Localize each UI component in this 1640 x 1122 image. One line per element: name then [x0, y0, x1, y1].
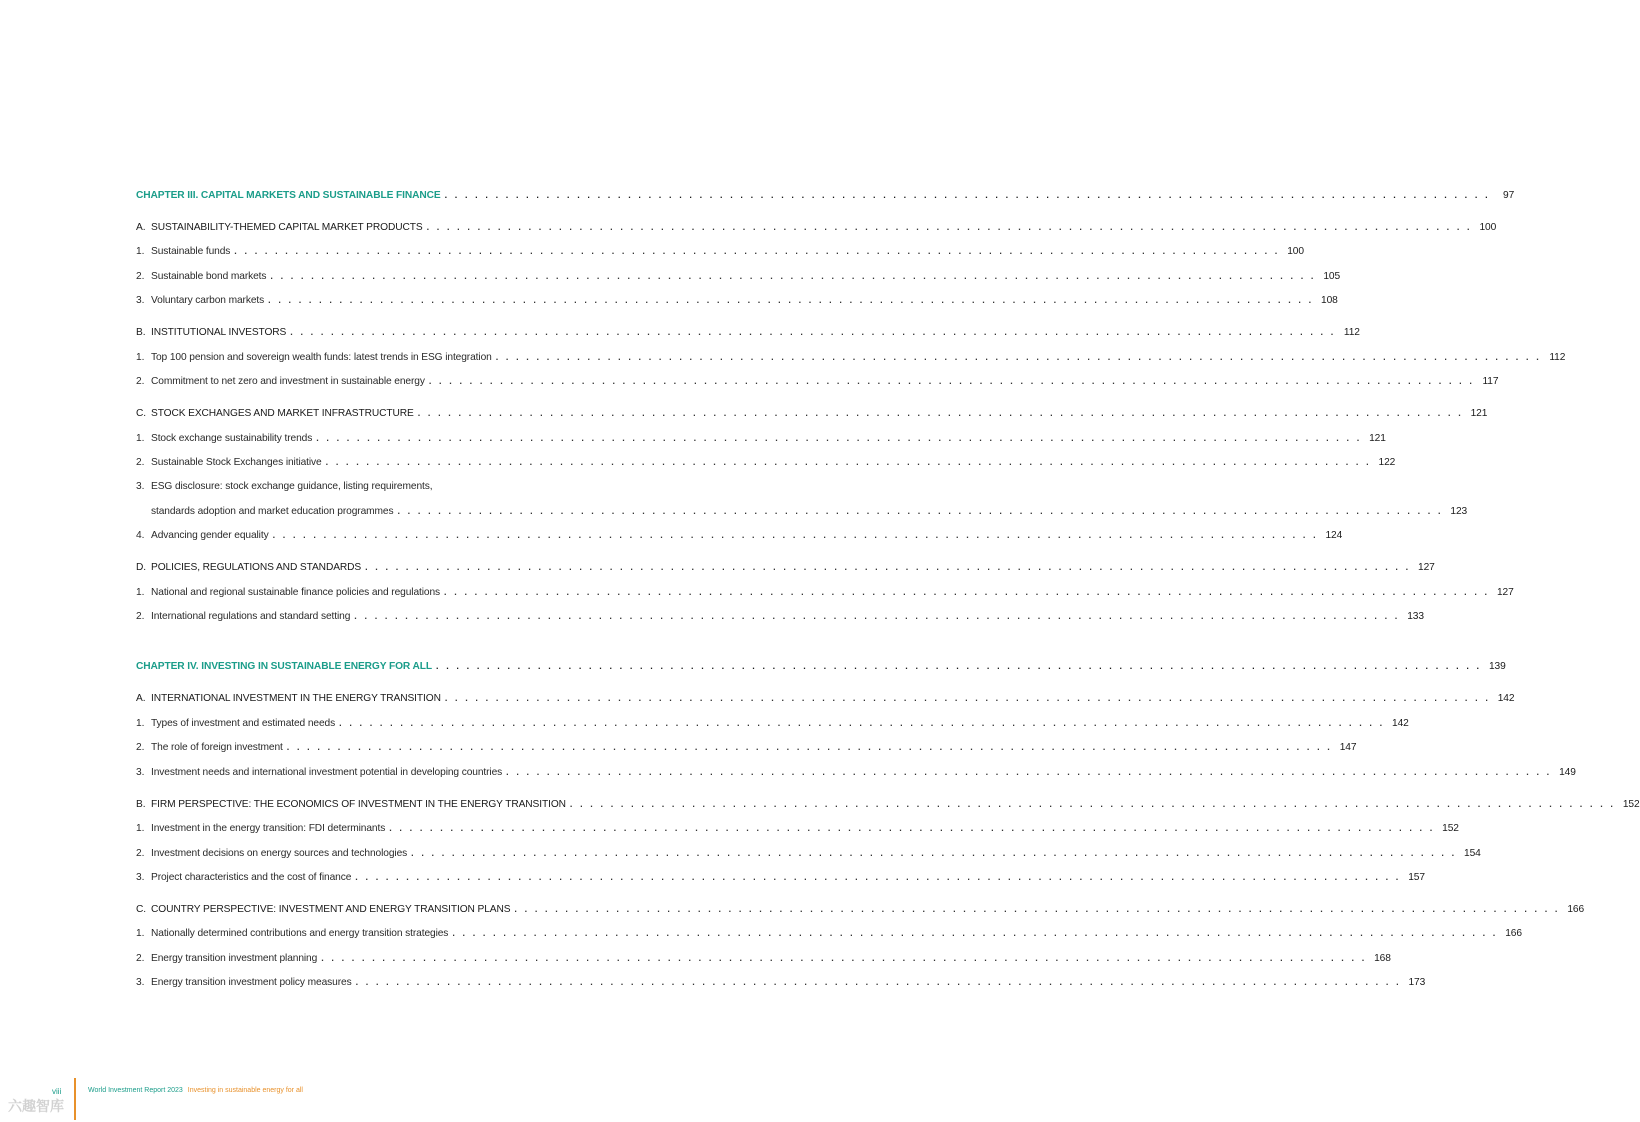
toc-leader: . . . . . . . . . . . . . . . . . . . . . . . . . . . . . . . . . . . . . . . . . . . . . . . . . . . . . . . . . . . . . . . . . . . . . . . . . . . . . . . . . . . . . . . . . . . . . . . . . . . . . . .: [389, 823, 1435, 833]
toc-item-title: Investment decisions on energy sources and technologies: [151, 848, 408, 859]
toc-item-title: International regulations and standard setting: [151, 611, 351, 622]
toc-section-4a[interactable]: [136, 690, 1515, 706]
toc-page-number: 122: [1378, 457, 1396, 468]
toc-leader: . . . . . . . . . . . . . . . . . . . . . . . . . . . . . . . . . . . . . . . . . . . . . . . . . . . . . . . . . . . . . . . . . . . . . . . . . . . . . . . . . . . . . . . . . . . . . . . . . . . . . . .: [506, 767, 1552, 777]
toc-page-number: 142: [1497, 693, 1515, 704]
footer-page-number: viii: [52, 1087, 62, 1096]
toc-item[interactable]: [136, 243, 1304, 259]
toc-leader: . . . . . . . . . . . . . . . . . . . . . . . . . . . . . . . . . . . . . . . . . . . . . . . . . . . . . . . . . . . . . . . . . . . . . . . . . . . . . . . . . . . . . . . . . . . . . . . . . . . . . . .: [321, 953, 1367, 963]
toc-leader: . . . . . . . . . . . . . . . . . . . . . . . . . . . . . . . . . . . . . . . . . . . . . . . . . . . . . . . . . . . . . . . . . . . . . . . . . . . . . . . . . . . . . . . . . . . . . . . . . . . . . . .: [397, 506, 1444, 516]
toc-page-number: 154: [1464, 848, 1481, 859]
toc-section-3a[interactable]: [136, 219, 1497, 235]
toc-page-number: 100: [1287, 246, 1304, 257]
toc-item-num: 1.: [136, 587, 145, 598]
toc-section-num: B.: [136, 327, 146, 338]
footer-running-title: [88, 1087, 303, 1094]
toc-leader: . . . . . . . . . . . . . . . . . . . . . . . . . . . . . . . . . . . . . . . . . . . . . . . . . . . . . . . . . . . . . . . . . . . . . . . . . . . . . . . . . . . . . . . . . . . . . . . . . . . . . . .: [444, 190, 1491, 200]
toc-section-4c[interactable]: [136, 901, 1585, 917]
toc-page-number: 152: [1442, 823, 1459, 834]
toc-section-num: C.: [136, 904, 146, 915]
toc-item-num: 3.: [136, 872, 145, 883]
toc-item-num: 2.: [136, 953, 145, 964]
watermark-logo: [8, 1096, 64, 1116]
toc-leader: . . . . . . . . . . . . . . . . . . . . . . . . . . . . . . . . . . . . . . . . . . . . . . . . . . . . . . . . . . . . . . . . . . . . . . . . . . . . . . . . . . . . . . . . . . . . . . . . . . . . . . .: [514, 904, 1561, 914]
toc-item-title: ESG disclosure: stock exchange guidance, listing requirements,: [151, 481, 433, 492]
toc-item-title: National and regional sustainable finance policies and regulations: [151, 587, 441, 598]
toc-page-number: 112: [1549, 352, 1566, 363]
toc-item-title: Advancing gender equality: [151, 530, 269, 541]
toc-section-3c[interactable]: [136, 405, 1488, 421]
toc-page-number: 139: [1488, 661, 1506, 672]
watermark-text: 六趣智库: [8, 1098, 64, 1114]
toc-item-title: The role of foreign investment: [151, 742, 283, 753]
toc-leader: . . . . . . . . . . . . . . . . . . . . . . . . . . . . . . . . . . . . . . . . . . . . . . . . . . . . . . . . . . . . . . . . . . . . . . . . . . . . . . . . . . . . . . . . . . . . . . . . . . . . . . .: [339, 718, 1385, 728]
toc-leader: . . . . . . . . . . . . . . . . . . . . . . . . . . . . . . . . . . . . . . . . . . . . . . . . . . . . . . . . . . . . . . . . . . . . . . . . . . . . . . . . . . . . . . . . . . . . . . . . . . . . . . .: [411, 848, 1457, 858]
toc-leader: . . . . . . . . . . . . . . . . . . . . . . . . . . . . . . . . . . . . . . . . . . . . . . . . . . . . . . . . . . . . . . . . . . . . . . . . . . . . . . . . . . . . . . . . . . . . . . . . . . . . . . .: [354, 611, 1400, 621]
toc-leader: . . . . . . . . . . . . . . . . . . . . . . . . . . . . . . . . . . . . . . . . . . . . . . . . . . . . . . . . . . . . . . . . . . . . . . . . . . . . . . . . . . . . . . . . . . . . . . . . . . . . . . .: [268, 295, 1314, 305]
toc-item-num: 2.: [136, 848, 145, 859]
toc-item[interactable]: [136, 764, 1576, 780]
toc-item[interactable]: [136, 268, 1341, 284]
toc-item[interactable]: [136, 950, 1391, 966]
toc-page-number: 168: [1374, 953, 1391, 964]
toc-leader: . . . . . . . . . . . . . . . . . . . . . . . . . . . . . . . . . . . . . . . . . . . . . . . . . . . . . . . . . . . . . . . . . . . . . . . . . . . . . . . . . . . . . . . . . . . . . . . . . . . . . . .: [355, 977, 1402, 987]
toc-leader: . . . . . . . . . . . . . . . . . . . . . . . . . . . . . . . . . . . . . . . . . . . . . . . . . . . . . . . . . . . . . . . . . . . . . . . . . . . . . . . . . . . . . . . . . . . . . . . . . . . . . . .: [444, 693, 1491, 703]
toc-page-number: 157: [1408, 872, 1425, 883]
toc-section-title: INTERNATIONAL INVESTMENT IN THE ENERGY TRANSITION: [151, 693, 441, 704]
toc-item-num: 1.: [136, 928, 145, 939]
toc-section-title: POLICIES, REGULATIONS AND STANDARDS: [151, 562, 362, 573]
toc-page-number: 166: [1567, 904, 1585, 915]
toc-item-title: Commitment to net zero and investment in sustainable energy: [151, 376, 425, 387]
toc-item-num: 2.: [136, 611, 145, 622]
toc-item[interactable]: [136, 479, 650, 495]
toc-item-num: 2.: [136, 457, 145, 468]
toc-page-number: 147: [1339, 742, 1357, 753]
toc-item-title-continued: standards adoption and market education programmes: [151, 506, 394, 517]
toc-item-num: 1.: [136, 718, 145, 729]
toc-page-number: 124: [1325, 530, 1343, 541]
toc-page-number: 133: [1407, 611, 1424, 622]
toc-item[interactable]: [136, 584, 1514, 600]
toc-leader: . . . . . . . . . . . . . . . . . . . . . . . . . . . . . . . . . . . . . . . . . . . . . . . . . . . . . . . . . . . . . . . . . . . . . . . . . . . . . . . . . . . . . . . . . . . . . . . . . . . . . . .: [428, 376, 1475, 386]
toc-leader: . . . . . . . . . . . . . . . . . . . . . . . . . . . . . . . . . . . . . . . . . . . . . . . . . . . . . . . . . . . . . . . . . . . . . . . . . . . . . . . . . . . . . . . . . . . . . . . . . . . . . . .: [436, 661, 1482, 671]
toc-section-num: D.: [136, 562, 146, 573]
toc-item[interactable]: [136, 925, 1522, 941]
footer-report-subtitle: Investing in sustainable energy for all: [187, 1087, 303, 1094]
toc-chapter-3[interactable]: [136, 187, 1515, 203]
toc-leader: . . . . . . . . . . . . . . . . . . . . . . . . . . . . . . . . . . . . . . . . . . . . . . . . . . . . . . . . . . . . . . . . . . . . . . . . . . . . . . . . . . . . . . . . . . . . . . . . . . . . . . .: [290, 327, 1336, 337]
toc-section-title: INSTITUTIONAL INVESTORS: [151, 327, 287, 338]
toc-item-title: Sustainable Stock Exchanges initiative: [151, 457, 322, 468]
toc-item[interactable]: [136, 430, 1386, 446]
toc-item-num: 3.: [136, 767, 145, 778]
toc-page-number: 123: [1450, 506, 1468, 517]
toc-item-num: 1.: [136, 823, 145, 834]
toc-leader: . . . . . . . . . . . . . . . . . . . . . . . . . . . . . . . . . . . . . . . . . . . . . . . . . . . . . . . . . . . . . . . . . . . . . . . . . . . . . . . . . . . . . . . . . . . . . . . . . . . . . . .: [234, 246, 1280, 256]
toc-item[interactable]: [136, 869, 1425, 885]
toc-page-number: 152: [1622, 799, 1640, 810]
toc-item-num: 1.: [136, 246, 145, 257]
toc-item-num: 3.: [136, 295, 145, 306]
toc-section-title: STOCK EXCHANGES AND MARKET INFRASTRUCTURE: [151, 408, 414, 419]
toc-item-title: Top 100 pension and sovereign wealth funds: latest trends in ESG integration: [151, 352, 492, 363]
toc-item-continuation[interactable]: [136, 503, 1468, 519]
toc-leader: . . . . . . . . . . . . . . . . . . . . . . . . . . . . . . . . . . . . . . . . . . . . . . . . . . . . . . . . . . . . . . . . . . . . . . . . . . . . . . . . . . . . . . . . . . . . . . . . . . . . . . .: [270, 271, 1317, 281]
toc-leader: . . . . . . . . . . . . . . . . . . . . . . . . . . . . . . . . . . . . . . . . . . . . . . . . . . . . . . . . . . . . . . . . . . . . . . . . . . . . . . . . . . . . . . . . . . . . . . . . . . . . . . .: [417, 408, 1464, 418]
toc-item-title: Types of investment and estimated needs: [151, 718, 336, 729]
footer-report-title: World Investment Report 2023: [88, 1087, 183, 1094]
toc-page-number: 127: [1496, 587, 1514, 598]
toc-item[interactable]: [136, 608, 1424, 624]
toc-page-number: 100: [1479, 222, 1497, 233]
toc-section-title: FIRM PERSPECTIVE: THE ECONOMICS OF INVESTMENT IN THE ENERGY TRANSITION: [151, 799, 566, 810]
toc-section-num: C.: [136, 408, 146, 419]
toc-page-number: 121: [1470, 408, 1488, 419]
toc-item-title: Investment needs and international investment potential in developing countries: [151, 767, 503, 778]
toc-leader: . . . . . . . . . . . . . . . . . . . . . . . . . . . . . . . . . . . . . . . . . . . . . . . . . . . . . . . . . . . . . . . . . . . . . . . . . . . . . . . . . . . . . . . . . . . . . . . . . . . . . . .: [569, 799, 1616, 809]
toc-section-4b[interactable]: [136, 796, 1640, 812]
toc-leader: . . . . . . . . . . . . . . . . . . . . . . . . . . . . . . . . . . . . . . . . . . . . . . . . . . . . . . . . . . . . . . . . . . . . . . . . . . . . . . . . . . . . . . . . . . . . . . . . . . . . . . .: [365, 562, 1411, 572]
toc-page-number: 166: [1505, 928, 1522, 939]
toc-item[interactable]: [136, 454, 1396, 470]
toc-item[interactable]: [136, 739, 1357, 755]
toc-item[interactable]: [136, 527, 1343, 543]
toc-item-title: Energy transition investment policy measures: [151, 977, 352, 988]
toc-leader: . . . . . . . . . . . . . . . . . . . . . . . . . . . . . . . . . . . . . . . . . . . . . . . . . . . . . . . . . . . . . . . . . . . . . . . . . . . . . . . . . . . . . . . . . . . . . . . . . . . . . . .: [325, 457, 1372, 467]
toc-item-num: 2.: [136, 271, 145, 282]
toc-item[interactable]: [136, 715, 1409, 731]
toc-page-number: 108: [1321, 295, 1338, 306]
toc-item-title: Nationally determined contributions and energy transition strategies: [151, 928, 449, 939]
toc-leader: . . . . . . . . . . . . . . . . . . . . . . . . . . . . . . . . . . . . . . . . . . . . . . . . . . . . . . . . . . . . . . . . . . . . . . . . . . . . . . . . . . . . . . . . . . . . . . . . . . . . . . .: [272, 530, 1319, 540]
toc-section-num: B.: [136, 799, 146, 810]
toc-leader: . . . . . . . . . . . . . . . . . . . . . . . . . . . . . . . . . . . . . . . . . . . . . . . . . . . . . . . . . . . . . . . . . . . . . . . . . . . . . . . . . . . . . . . . . . . . . . . . . . . . . . .: [452, 928, 1498, 938]
toc-item-title: Stock exchange sustainability trends: [151, 433, 313, 444]
toc-leader: . . . . . . . . . . . . . . . . . . . . . . . . . . . . . . . . . . . . . . . . . . . . . . . . . . . . . . . . . . . . . . . . . . . . . . . . . . . . . . . . . . . . . . . . . . . . . . . . . . . . . . .: [286, 742, 1333, 752]
toc-item[interactable]: [136, 349, 1566, 365]
toc-leader: . . . . . . . . . . . . . . . . . . . . . . . . . . . . . . . . . . . . . . . . . . . . . . . . . . . . . . . . . . . . . . . . . . . . . . . . . . . . . . . . . . . . . . . . . . . . . . . . . . . . . . .: [426, 222, 1473, 232]
toc-item-num: 3.: [136, 977, 145, 988]
toc-item-num: 1.: [136, 352, 145, 363]
toc-page-number: 121: [1369, 433, 1386, 444]
toc-item-num: 1.: [136, 433, 145, 444]
toc-leader: . . . . . . . . . . . . . . . . . . . . . . . . . . . . . . . . . . . . . . . . . . . . . . . . . . . . . . . . . . . . . . . . . . . . . . . . . . . . . . . . . . . . . . . . . . . . . . . . . . . . . . .: [444, 587, 1490, 597]
toc-chapter-title: CHAPTER III. CAPITAL MARKETS AND SUSTAINABLE FINANCE: [136, 190, 441, 201]
toc-page-number: 112: [1343, 327, 1360, 338]
toc-page-number: 149: [1559, 767, 1576, 778]
toc-chapter-title: CHAPTER IV. INVESTING IN SUSTAINABLE ENERGY FOR ALL: [136, 661, 433, 672]
toc-item-title: Sustainable funds: [151, 246, 231, 257]
toc-section-num: A.: [136, 222, 146, 233]
toc-item[interactable]: [136, 292, 1338, 308]
toc-page-number: 127: [1418, 562, 1435, 573]
toc-item-num: 2.: [136, 376, 145, 387]
toc-item[interactable]: [136, 845, 1481, 861]
footer-divider: [74, 1078, 76, 1120]
toc-item[interactable]: [136, 373, 1499, 389]
toc-item-title: Project characteristics and the cost of finance: [151, 872, 352, 883]
toc-page-number: 105: [1323, 271, 1341, 282]
toc-section-title: SUSTAINABILITY-THEMED CAPITAL MARKET PRODUCTS: [151, 222, 423, 233]
toc-leader: . . . . . . . . . . . . . . . . . . . . . . . . . . . . . . . . . . . . . . . . . . . . . . . . . . . . . . . . . . . . . . . . . . . . . . . . . . . . . . . . . . . . . . . . . . . . . . . . . . . . . . .: [355, 872, 1401, 882]
toc-item-num: 3.: [136, 481, 145, 492]
toc-item-num: 4.: [136, 530, 145, 541]
toc-page-number: 117: [1482, 376, 1499, 387]
toc-item-title: Energy transition investment planning: [151, 953, 318, 964]
toc-page-number: 173: [1408, 977, 1426, 988]
toc-item[interactable]: [136, 974, 1426, 990]
toc-leader: . . . . . . . . . . . . . . . . . . . . . . . . . . . . . . . . . . . . . . . . . . . . . . . . . . . . . . . . . . . . . . . . . . . . . . . . . . . . . . . . . . . . . . . . . . . . . . . . . . . . . . .: [495, 352, 1542, 362]
toc-item-title: Voluntary carbon markets: [151, 295, 265, 306]
toc-section-title: COUNTRY PERSPECTIVE: INVESTMENT AND ENERGY TRANSITION PLANS: [151, 904, 511, 915]
toc-item-title: Investment in the energy transition: FDI determinants: [151, 823, 386, 834]
toc-item[interactable]: [136, 820, 1459, 836]
toc-section-num: A.: [136, 693, 146, 704]
toc-section-3d[interactable]: [136, 559, 1435, 575]
toc-page-number: 142: [1392, 718, 1409, 729]
toc-item-num: 2.: [136, 742, 145, 753]
toc-chapter-4[interactable]: [136, 658, 1506, 674]
toc-page-number: 97: [1503, 190, 1515, 201]
toc-item-title: Sustainable bond markets: [151, 271, 267, 282]
toc-section-3b[interactable]: [136, 324, 1360, 340]
toc-leader: . . . . . . . . . . . . . . . . . . . . . . . . . . . . . . . . . . . . . . . . . . . . . . . . . . . . . . . . . . . . . . . . . . . . . . . . . . . . . . . . . . . . . . . . . . . . . . . . . . . . . . .: [316, 433, 1362, 443]
